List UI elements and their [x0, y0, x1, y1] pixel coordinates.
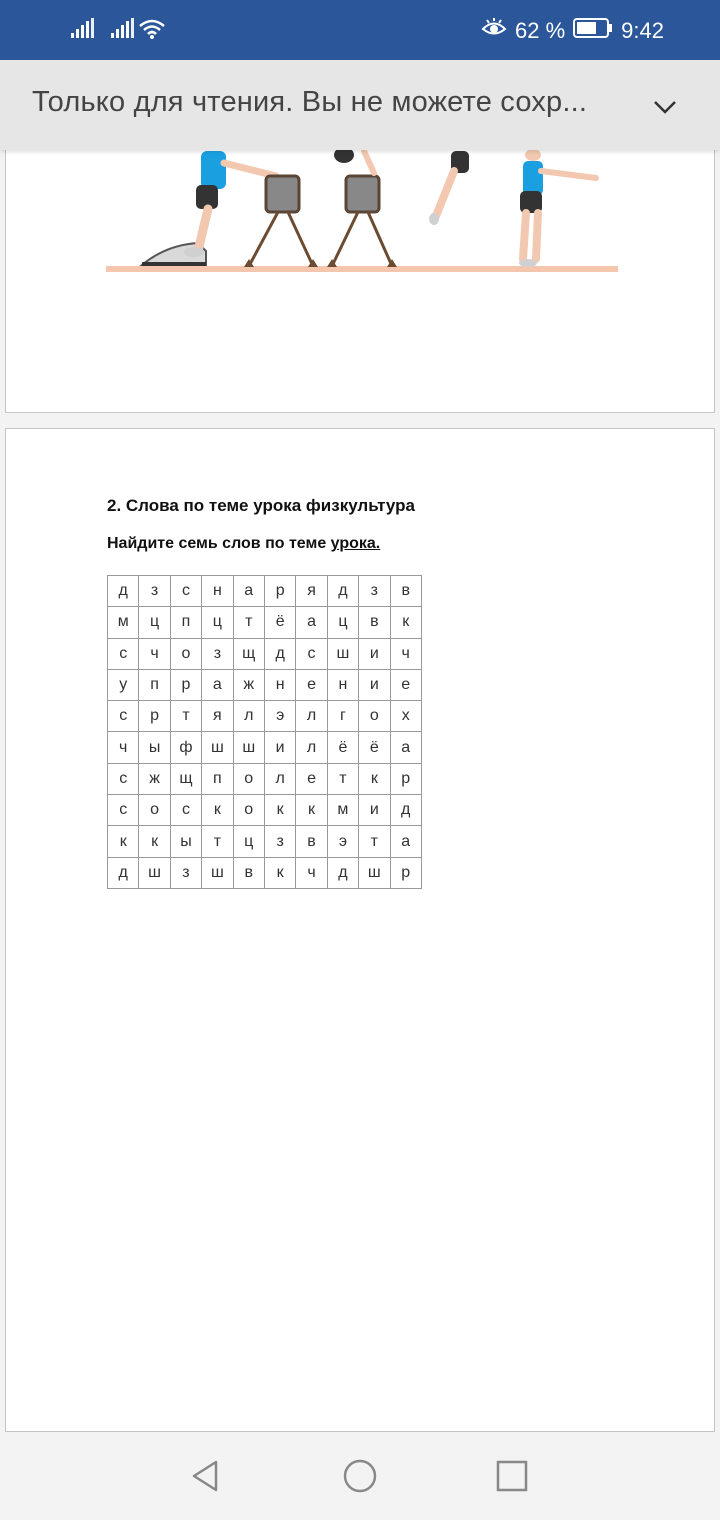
grid-cell: л — [233, 701, 264, 732]
grid-cell: к — [359, 763, 390, 794]
grid-cell: п — [202, 763, 233, 794]
grid-cell: в — [359, 607, 390, 638]
grid-cell: а — [296, 607, 327, 638]
status-bar — [0, 0, 720, 60]
grid-cell: ё — [264, 607, 295, 638]
grid-cell: и — [359, 638, 390, 669]
grid-cell: р — [390, 763, 421, 794]
grid-cell: к — [264, 795, 295, 826]
grid-cell: р — [264, 576, 295, 607]
grid-cell: ф — [170, 732, 201, 763]
grid-cell: л — [296, 732, 327, 763]
grid-cell: э — [327, 826, 358, 857]
grid-cell: ш — [233, 732, 264, 763]
grid-cell: д — [390, 795, 421, 826]
grid-cell: т — [359, 826, 390, 857]
grid-cell: н — [202, 576, 233, 607]
grid-cell: д — [327, 576, 358, 607]
grid-cell: а — [390, 732, 421, 763]
home-icon[interactable] — [342, 1458, 378, 1494]
grid-cell: я — [296, 576, 327, 607]
gymnastics-illustration — [106, 150, 626, 301]
grid-cell: и — [359, 795, 390, 826]
grid-cell: щ — [170, 763, 201, 794]
grid-cell: с — [108, 638, 139, 669]
grid-row — [108, 857, 422, 888]
grid-cell: с — [108, 763, 139, 794]
grid-cell: к — [108, 826, 139, 857]
grid-cell: щ — [233, 638, 264, 669]
grid-cell: р — [170, 669, 201, 700]
grid-cell: ц — [139, 607, 170, 638]
eye-comfort-icon — [481, 18, 507, 44]
grid-cell: ч — [296, 857, 327, 888]
grid-row — [108, 607, 422, 638]
grid-cell: э — [264, 701, 295, 732]
grid-cell: д — [264, 638, 295, 669]
grid-cell: я — [202, 701, 233, 732]
document-page — [5, 150, 715, 413]
grid-cell: м — [327, 795, 358, 826]
grid-cell: л — [264, 763, 295, 794]
grid-cell: а — [202, 669, 233, 700]
grid-cell: т — [202, 826, 233, 857]
read-only-banner[interactable] — [0, 60, 720, 150]
grid-cell: ц — [233, 826, 264, 857]
grid-cell: и — [359, 669, 390, 700]
grid-cell: о — [170, 638, 201, 669]
grid-cell: е — [296, 763, 327, 794]
status-right — [481, 16, 664, 46]
grid-cell: в — [296, 826, 327, 857]
signal-icon — [110, 18, 134, 40]
grid-cell: к — [139, 826, 170, 857]
grid-cell: з — [202, 638, 233, 669]
grid-cell: а — [233, 576, 264, 607]
grid-cell: ё — [327, 732, 358, 763]
grid-cell: ы — [170, 826, 201, 857]
grid-cell: с — [170, 576, 201, 607]
grid-row — [108, 732, 422, 763]
instruction-underlined: урока. — [330, 535, 381, 552]
navigation-bar — [0, 1432, 720, 1520]
grid-cell: о — [233, 795, 264, 826]
grid-cell: л — [296, 701, 327, 732]
grid-cell: д — [108, 857, 139, 888]
grid-cell: к — [390, 607, 421, 638]
grid-cell: с — [296, 638, 327, 669]
clock-time: 9:42 — [621, 18, 664, 43]
read-only-message: Только для чтения. Вы не можете сохр... — [32, 86, 588, 118]
grid-cell: з — [139, 576, 170, 607]
athlete-shirt — [201, 151, 226, 189]
grid-cell: к — [296, 795, 327, 826]
grid-cell: и — [264, 732, 295, 763]
back-icon[interactable] — [188, 1458, 224, 1494]
grid-cell: с — [170, 795, 201, 826]
grid-cell: д — [108, 576, 139, 607]
grid-cell: а — [390, 826, 421, 857]
grid-cell: м — [108, 607, 139, 638]
grid-row — [108, 669, 422, 700]
grid-cell: ж — [233, 669, 264, 700]
grid-cell: п — [170, 607, 201, 638]
grid-cell: о — [233, 763, 264, 794]
grid-cell: ш — [327, 638, 358, 669]
grid-cell: ы — [139, 732, 170, 763]
grid-cell: з — [264, 826, 295, 857]
grid-cell: е — [390, 669, 421, 700]
grid-row — [108, 576, 422, 607]
signal-icon — [70, 18, 94, 40]
vaulting-box — [327, 176, 397, 267]
section-heading: 2. Слова по теме урока физкультура — [107, 496, 416, 515]
battery-icon — [573, 17, 613, 45]
grid-row — [108, 701, 422, 732]
grid-row — [108, 795, 422, 826]
battery-percent: 62 % — [515, 18, 566, 43]
grid-row — [108, 638, 422, 669]
grid-cell: о — [139, 795, 170, 826]
grid-cell: т — [233, 607, 264, 638]
grid-cell: ч — [390, 638, 421, 669]
grid-cell: ч — [139, 638, 170, 669]
grid-cell: н — [264, 669, 295, 700]
task-instruction — [107, 535, 380, 553]
chevron-down-icon[interactable] — [650, 92, 680, 122]
grid-cell: с — [108, 701, 139, 732]
document-viewer[interactable] — [0, 150, 720, 1432]
grid-cell: т — [327, 763, 358, 794]
grid-cell: к — [264, 857, 295, 888]
word-search-grid — [107, 575, 422, 889]
grid-cell: р — [390, 857, 421, 888]
grid-cell: ё — [359, 732, 390, 763]
grid-cell: в — [390, 576, 421, 607]
grid-cell: х — [390, 701, 421, 732]
grid-row — [108, 763, 422, 794]
grid-cell: н — [327, 669, 358, 700]
floor-line — [106, 266, 618, 272]
grid-cell: п — [139, 669, 170, 700]
grid-cell: ч — [108, 732, 139, 763]
grid-cell: з — [359, 576, 390, 607]
grid-cell: в — [233, 857, 264, 888]
instruction-text: Найдите семь слов по теме — [107, 535, 331, 552]
recents-icon[interactable] — [494, 1458, 530, 1494]
grid-cell: з — [170, 857, 201, 888]
grid-cell: р — [139, 701, 170, 732]
grid-cell: у — [108, 669, 139, 700]
grid-cell: д — [327, 857, 358, 888]
grid-cell: г — [327, 701, 358, 732]
grid-cell: о — [359, 701, 390, 732]
grid-row — [108, 826, 422, 857]
grid-cell: ш — [359, 857, 390, 888]
vaulting-box — [244, 176, 318, 267]
grid-cell: ц — [327, 607, 358, 638]
grid-cell: ш — [139, 857, 170, 888]
grid-cell: ш — [202, 857, 233, 888]
wifi-icon — [138, 18, 166, 40]
grid-cell: с — [108, 795, 139, 826]
grid-cell: ц — [202, 607, 233, 638]
grid-cell: ж — [139, 763, 170, 794]
document-page — [5, 428, 715, 1432]
grid-cell: т — [170, 701, 201, 732]
grid-cell: ш — [202, 732, 233, 763]
grid-cell: к — [202, 795, 233, 826]
grid-cell: е — [296, 669, 327, 700]
